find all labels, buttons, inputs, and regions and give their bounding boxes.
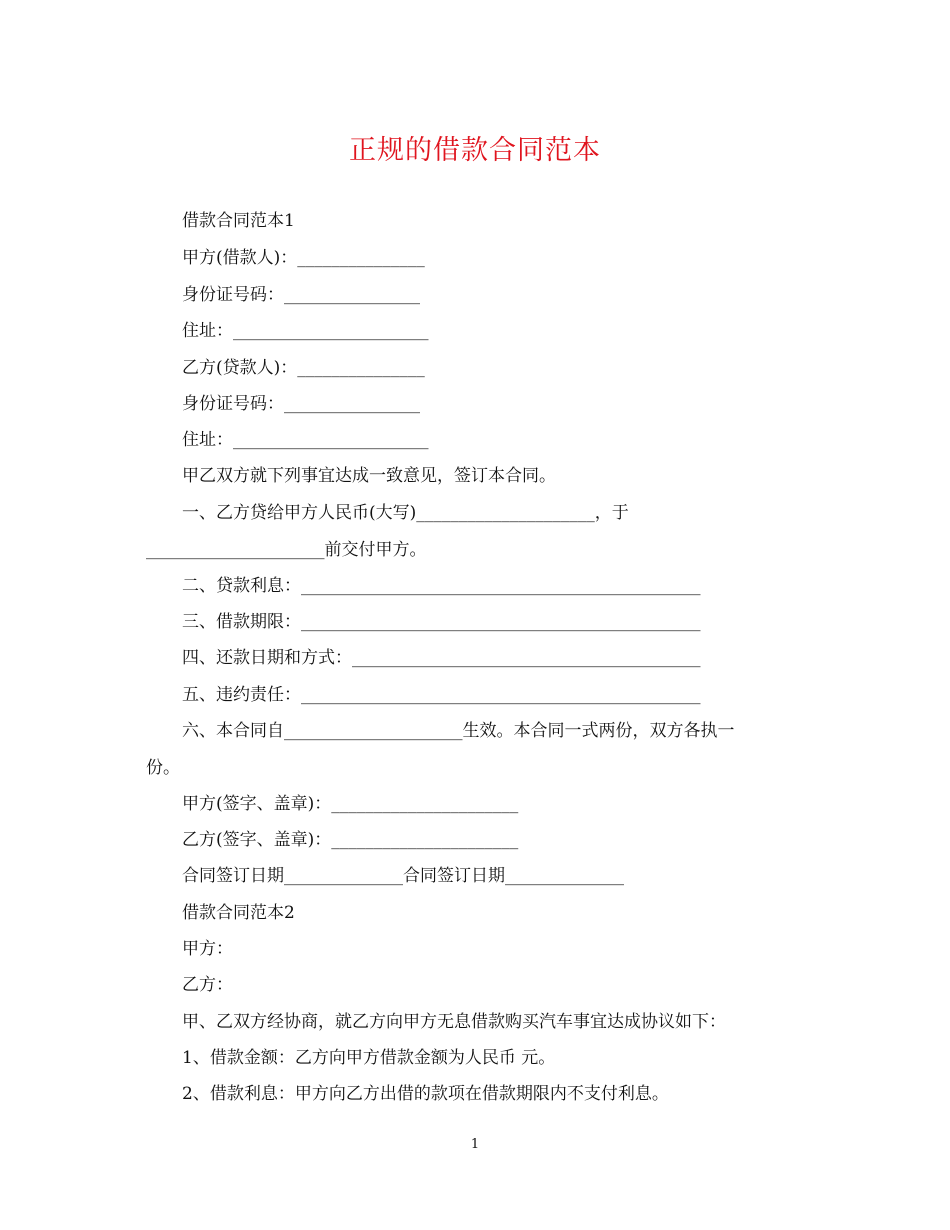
clause-1: 一、乙方贷给甲方人民币(大写)_____________________，于 — [182, 503, 629, 523]
document-title: 正规的借款合同范本 — [349, 135, 601, 166]
agreement-intro-2: 甲、乙双方经协商，就乙方向甲方无息借款购买汽车事宜达成协议如下： — [182, 1012, 726, 1032]
clause-6-continued: 份。 — [146, 758, 180, 778]
party-b-label: 乙方： — [182, 975, 233, 995]
clause-2-interest: 二、贷款利息：_______________________________________________ — [182, 576, 701, 596]
party-a-address-line: 住址：_______________________ — [182, 321, 429, 341]
clause-1-continued: _____________________前交付甲方。 — [146, 540, 427, 560]
party-a-borrower-line: 甲方(借款人)：_______________ — [182, 248, 425, 268]
party-b-id-line: 身份证号码：________________ — [182, 394, 420, 414]
party-b-lender-line: 乙方(贷款人)：_______________ — [182, 358, 425, 378]
clause-4-repayment: 四、还款日期和方式：_________________________________________ — [182, 648, 701, 668]
section-heading-2: 借款合同范本2 — [182, 903, 295, 923]
section-heading-1: 借款合同范本1 — [182, 211, 295, 231]
party-b-address-line: 住址：_______________________ — [182, 430, 429, 450]
party-b-signature: 乙方(签字、盖章)：______________________ — [182, 830, 519, 850]
clause-2-2-interest: 2、借款利息：甲方向乙方出借的款项在借款期限内不支付利息。 — [182, 1084, 669, 1104]
party-a-label: 甲方： — [182, 939, 233, 959]
clause-5-liability: 五、违约责任：_______________________________________________ — [182, 685, 701, 705]
party-a-id-line: 身份证号码：________________ — [182, 285, 420, 305]
party-a-signature: 甲方(签字、盖章)：______________________ — [182, 794, 519, 814]
clause-3-term: 三、借款期限：_______________________________________________ — [182, 612, 701, 632]
clause-2-1-amount: 1、借款金额：乙方向甲方借款金额为人民币 元。 — [182, 1048, 556, 1068]
signing-date: 合同签订日期______________合同签订日期______________ — [182, 866, 624, 886]
agreement-intro: 甲乙双方就下列事宜达成一致意见，签订本合同。 — [182, 466, 556, 486]
clause-6-effective: 六、本合同自_____________________生效。本合同一式两份，双方各执一 — [182, 721, 735, 741]
page-number: 1 — [470, 1137, 480, 1152]
